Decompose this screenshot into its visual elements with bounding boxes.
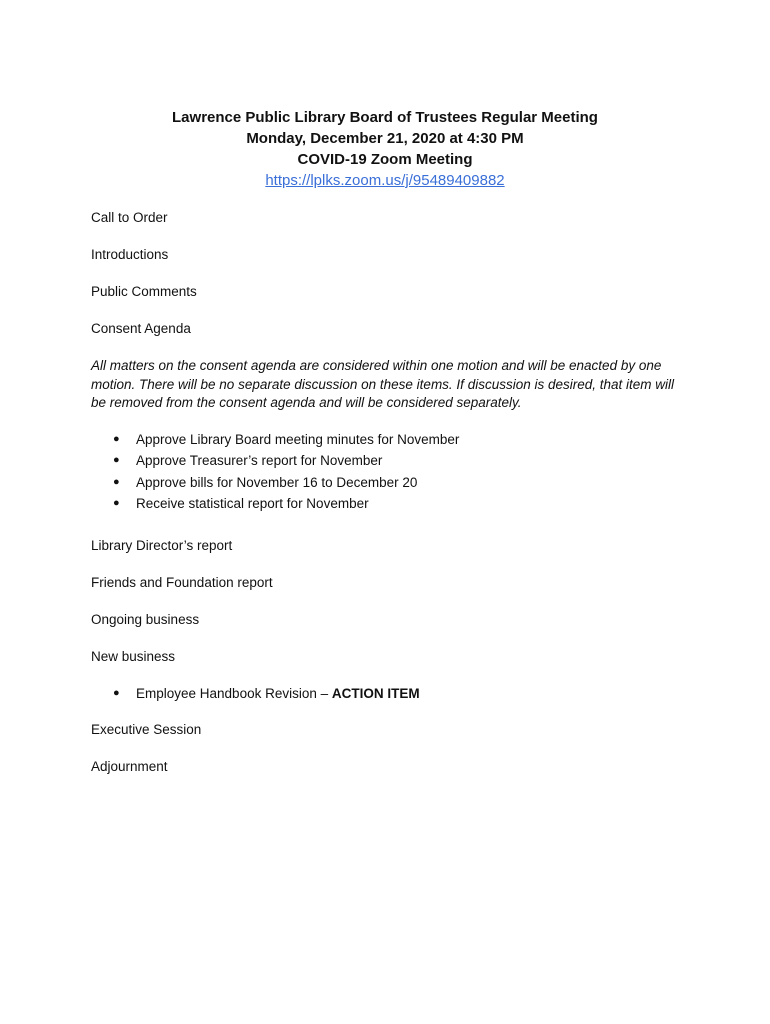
agenda-ongoing-business: Ongoing business: [91, 612, 200, 627]
consent-items-list: [91, 429, 459, 514]
agenda-consent-agenda: Consent Agenda: [91, 321, 191, 336]
action-item-label: ACTION ITEM: [331, 686, 420, 701]
agenda-director-report: Library Director’s report: [91, 538, 233, 553]
list-item-text: Approve Treasurer’s report for November: [136, 453, 383, 469]
zoom-link[interactable]: https://lplks.zoom.us/j/95489409882: [265, 172, 505, 189]
agenda-introductions: Introductions: [91, 247, 169, 262]
meeting-title: Lawrence Public Library Board of Trustees Regular Meeting: [172, 109, 598, 126]
agenda-adjournment: Adjournment: [91, 759, 168, 774]
bullet-icon: ●: [113, 687, 120, 699]
agenda-new-business: New business: [91, 649, 176, 664]
list-item-text: Approve bills for November 16 to December 20: [136, 474, 418, 490]
list-item: [91, 683, 420, 704]
new-business-list: [91, 683, 420, 704]
list-item-text: Receive statistical report for November: [136, 495, 369, 511]
consent-agenda-note: All matters on the consent agenda are considered within one motion and will be enacted by one motion. There will be no separate discussion on these items. If discussion is desired, that item will be removed from the consent agenda and will be considered separately.: [91, 358, 675, 410]
agenda-public-comments: Public Comments: [91, 284, 197, 299]
list-item-text: Employee Handbook Revision –: [136, 686, 332, 701]
meeting-subtitle: COVID-19 Zoom Meeting: [297, 151, 473, 168]
bullet-icon: ●: [113, 496, 120, 509]
bullet-icon: ●: [113, 475, 120, 488]
document-header: [0, 107, 770, 191]
meeting-date: Monday, December 21, 2020 at 4:30 PM: [246, 130, 524, 147]
list-item: [91, 429, 459, 450]
list-item: [91, 472, 459, 493]
list-item: [91, 493, 459, 514]
agenda-friends-report: Friends and Foundation report: [91, 575, 273, 590]
list-item-text: Approve Library Board meeting minutes for November: [136, 432, 460, 447]
bullet-icon: ●: [113, 454, 120, 467]
agenda-executive-session: Executive Session: [91, 722, 202, 737]
list-item: [91, 450, 459, 471]
bullet-icon: ●: [113, 433, 120, 445]
agenda-call-to-order: Call to Order: [91, 210, 168, 225]
